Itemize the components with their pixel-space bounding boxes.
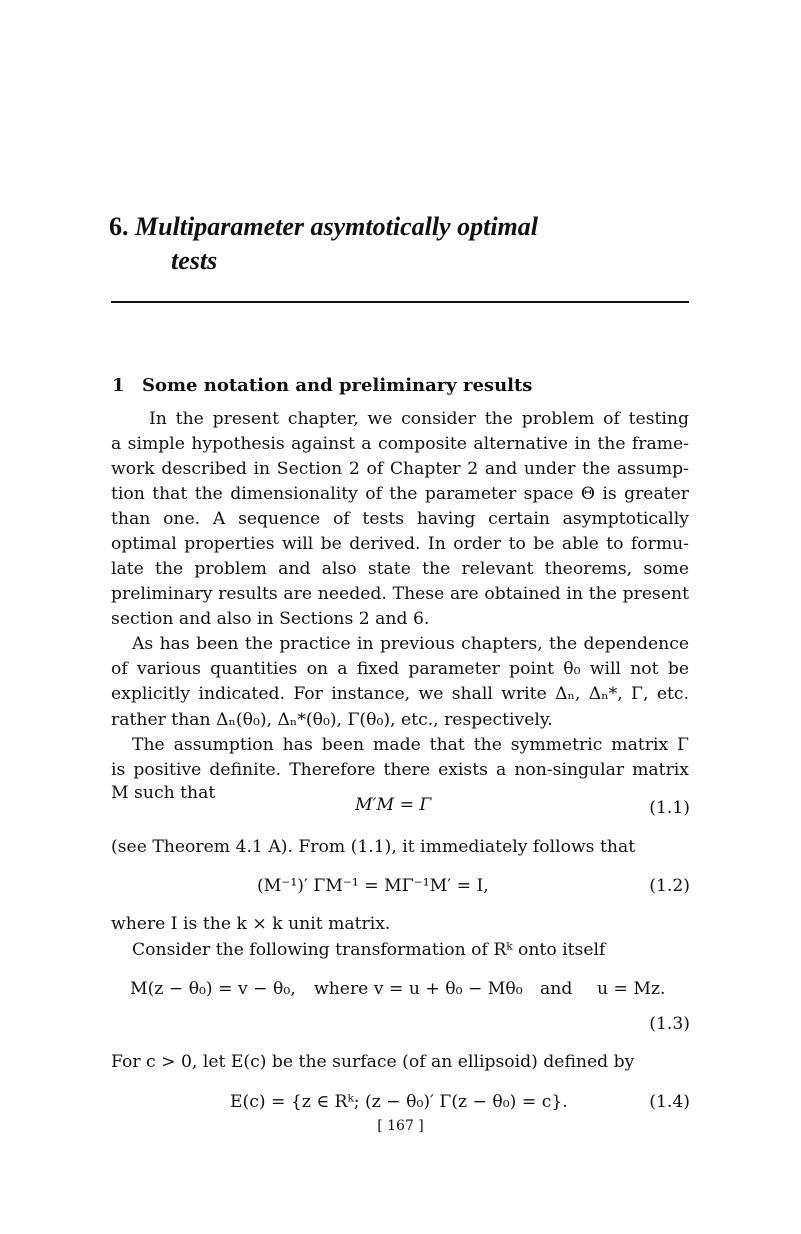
for-c-line: For c > 0, let E(c) be the surface (of an ellipsoid) defined by	[111, 1052, 635, 1072]
page-number: [ 167 ]	[377, 1118, 424, 1134]
equation-1-1: M′M = Γ	[355, 795, 432, 815]
after-equation-1-2: where I is the k × k unit matrix.	[111, 914, 391, 934]
para1-line2: a simple hypothesis against a composite alternative in the frame-	[111, 434, 689, 454]
para3-line3: M such that	[111, 783, 216, 803]
para2-line3: explicitly indicated. For instance, we shall write Δₙ, Δₙ*, Γ, etc.	[111, 684, 689, 704]
para1-line4: tion that the dimensionality of the parameter space Θ is greater	[111, 484, 689, 504]
chapter-title	[109, 210, 709, 278]
para2-line2: of various quantities on a fixed parameter point θ₀ will not be	[111, 659, 689, 679]
after-equation-1-1: (see Theorem 4.1 A). From (1.1), it immediately follows that	[111, 837, 636, 857]
section-heading	[112, 375, 532, 396]
section-title: Some notation and preliminary results	[142, 375, 533, 396]
equation-1-4-label: (1.4)	[649, 1092, 690, 1112]
consider-line: Consider the following transformation of Rᵏ onto itself	[132, 940, 606, 960]
para1-line3: work described in Section 2 of Chapter 2 and under the assump-	[111, 459, 689, 479]
equation-1-3-part4: u = Mz.	[597, 979, 666, 999]
equation-1-1-label: (1.1)	[649, 798, 690, 818]
equation-1-2: (M⁻¹)′ ΓM⁻¹ = MΓ⁻¹M′ = I,	[257, 876, 489, 896]
para1-line1: In the present chapter, we consider the problem of testing	[149, 409, 689, 429]
para1-line5: than one. A sequence of tests having certain asymptotically	[111, 509, 689, 529]
chapter-number: 6.	[109, 212, 129, 241]
para3-line1: The assumption has been made that the symmetric matrix Γ	[132, 735, 689, 755]
para1-line7: late the problem and also state the relevant theorems, some	[111, 559, 689, 579]
equation-1-2-label: (1.2)	[649, 876, 690, 896]
para3-line2: is positive definite. Therefore there exists a non-singular matrix	[111, 760, 689, 780]
para2-line1: As has been the practice in previous chapters, the dependence	[132, 634, 689, 654]
equation-1-3-label: (1.3)	[649, 1014, 690, 1034]
equation-1-3-part2: where v = u + θ₀ − Mθ₀	[314, 979, 523, 999]
para1-line6: optimal properties will be derived. In order to be able to formu-	[111, 534, 689, 554]
equation-1-4: E(c) = {z ∈ Rᵏ; (z − θ₀)′ Γ(z − θ₀) = c}.	[230, 1092, 568, 1112]
section-number: 1	[112, 375, 125, 396]
para1-line8: preliminary results are needed. These are obtained in the present	[111, 584, 689, 604]
title-rule	[111, 301, 689, 303]
para1-line9: section and also in Sections 2 and 6.	[111, 609, 430, 629]
chapter-title-line1: Multiparameter asymtotically optimal	[135, 212, 538, 241]
equation-1-3-part1: M(z − θ₀) = v − θ₀,	[130, 979, 296, 999]
equation-1-3-part3: and	[540, 979, 573, 999]
chapter-title-line2: tests	[171, 246, 218, 275]
para2-line4: rather than Δₙ(θ₀), Δₙ*(θ₀), Γ(θ₀), etc., respectively.	[111, 710, 553, 730]
